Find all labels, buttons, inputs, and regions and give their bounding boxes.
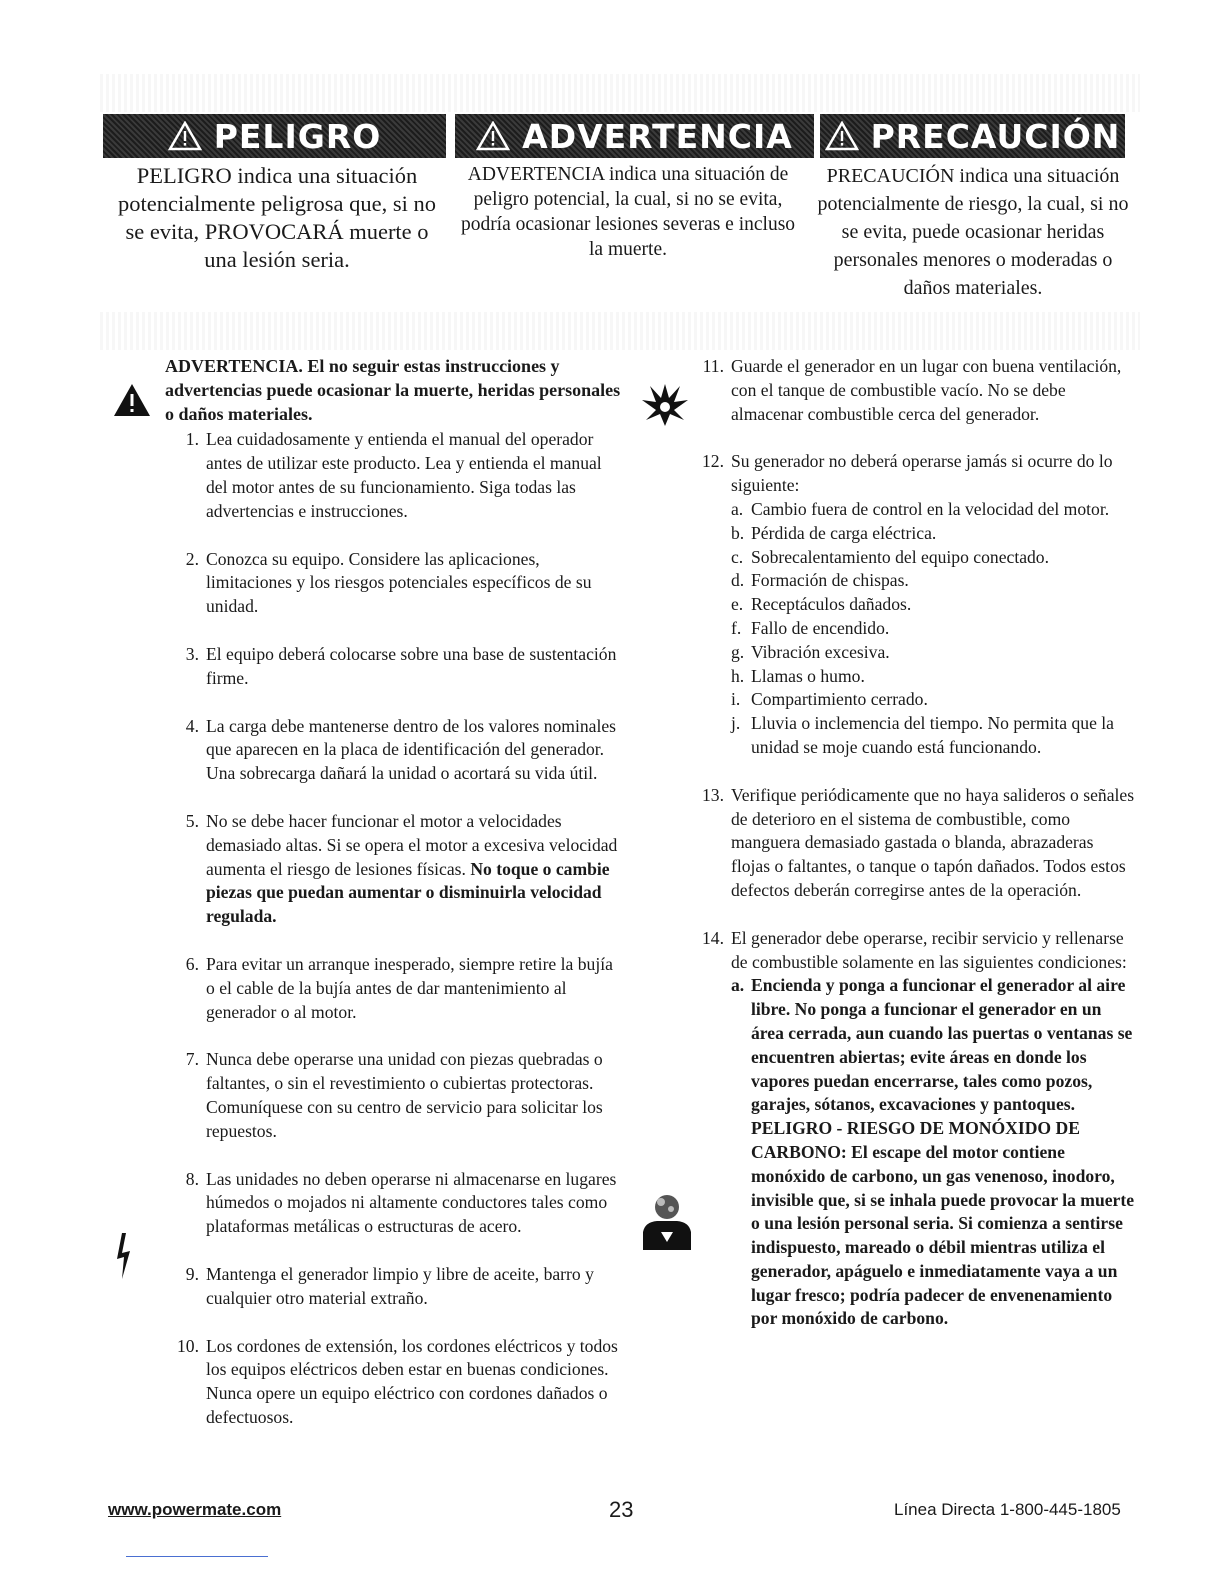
fire-hazard-icon <box>640 380 690 431</box>
warning-triangle-icon <box>825 121 859 151</box>
banner-label: PRECAUCIÓN <box>870 116 1121 156</box>
list-item: 2. Conozca su equipo. Considere las aplicaciones, limitaciones y los riesgos potenciales específicos de su unidad. <box>185 548 592 617</box>
banner-precaucion <box>820 114 1125 158</box>
warning-triangle-icon <box>168 121 202 151</box>
sub-item: d. Formación de chispas. <box>731 570 909 591</box>
banner-advertencia <box>455 114 814 158</box>
electric-shock-icon <box>116 1233 134 1284</box>
bold-warning: No toque o cambie piezas que puedan aumentar o disminuirla velocidad regulada. <box>206 858 610 927</box>
list-item: 7. Nunca debe operarse una unidad con piezas quebradas o faltantes, o sin el revestimiento o cubiertas protectoras. Comuníquese con su centro de servicio para solicitar los repuestos. <box>185 1049 603 1141</box>
banner-label: PELIGRO <box>213 116 382 156</box>
list-item: 3. El equipo deberá colocarse sobre una base de sustentación firme. <box>185 643 617 688</box>
sub-item: f. Fallo de encendido. <box>731 617 890 638</box>
list-item: 11. Guarde el generador en un lugar con buena ventilación, con el tanque de combustible vacío. No se debe almacenar combustible cerca del generador. <box>702 356 1122 424</box>
advertencia-description: ADVERTENCIA indica una situación de peligro potencial, la cual, si no se evita, podría ocasionar lesiones severas e incluso la muerte. <box>460 164 796 260</box>
sub-item: e. Receptáculos dañados. <box>731 594 912 615</box>
sub-item: c. Sobrecalentamiento del equipo conectado. <box>731 546 1050 567</box>
list-item: 4. La carga debe mantenerse dentro de los valores nominales que aparecen en la placa de identificación del generador. Una sobrecarga dañará la unidad o acortará su vida útil. <box>185 715 617 784</box>
right-column <box>695 355 1135 1355</box>
list-item: 5. No se debe hacer funcionar el motor a velocidades demasiado altas. Si se opera el motor a excesiva velocidad aumenta el riesgo de lesiones físicas. No toque o cambie piezas que puedan aumentar o disminuirla velocidad regulada. <box>185 810 618 927</box>
sub-item: a. Cambio fuera de control en la velocidad del motor. <box>731 498 1110 519</box>
website-link[interactable]: www.powermate.com <box>108 1500 282 1519</box>
page-number: 23 <box>609 1497 634 1522</box>
list-item: 12. Su generador no deberá operarse jamás si ocurre do lo siguiente: a. Cambio fuera de control en la velocidad del motor. b. Pérdida de carga eléctrica. c. Sobrecalentamiento del equipo conectado. d. Formación de chispas. e. Receptáculos dañados. f. Fallo de encendido. g. Vibración excesiva. h. Llamas o humo. i. Compartimiento cerrado. j. Lluvia o inclemencia del tiempo. No permita que la unidad se moje cuando está funcionando. <box>695 450 1135 759</box>
header-decoration <box>100 74 1140 112</box>
banner-label: ADVERTENCIA <box>522 116 793 156</box>
list-item: 8. Las unidades no deben operarse ni almacenarse en lugares húmedos o mojados ni altamente conductores tales como plataformas metálicas o estructuras de acero. <box>185 1168 617 1237</box>
left-column <box>165 355 625 1430</box>
list-item: 14. El generador debe operarse, recibir servicio y rellenarse de combustible solamente en las siguientes condiciones: a. Encienda y ponga a funcionar el generador al aire libre. No ponga a funcionar el generador en un área cerrada, aun cuando las puertas o ventanas se encuentren abiertas; evite áreas en donde los vapores puedan encerrarse, tales como pozos, garajes, sótanos, excavaciones y pantoques. PELIGRO - RIESGO DE MONÓXIDO DE CARBONO: El escape del motor contiene monóxido de carbono, un gas venenoso, inodoro, invisible que, si se inhala puede provocar la muerte o una lesión personal seria. Si comienza a sentirse indispuesto, mareado o débil mientras utiliza el generador, apáguelo e inmediatamente vaya a un lugar fresco; podría padecer de envenenamiento por monóxido de carbono. <box>695 927 1135 1332</box>
sub-item: a. Encienda y ponga a funcionar el generador al aire libre. No ponga a funcionar el generador en un área cerrada, aun cuando las puertas o ventanas se encuentren abiertas; evite áreas en donde los vapores puedan encerrarse, tales como pozos, garajes, sótanos, excavaciones y pantoques. PELIGRO - RIESGO DE MONÓXIDO DE CARBONO: El escape del motor contiene monóxido de carbono, un gas venenoso, inodoro, invisible que, si se inhala puede provocar la muerte o una lesión personal seria. Si comienza a sentirse indispuesto, mareado o débil mientras utiliza el generador, apáguelo e inmediatamente vaya a un lugar fresco; podría padecer de envenenamiento por monóxido de carbono. <box>731 975 1135 1329</box>
sub-item: i. Compartimiento cerrado. <box>731 689 928 710</box>
sub-item: j. Lluvia o inclemencia del tiempo. No permita que la unidad se moje cuando está funcionando. <box>731 713 1114 757</box>
list-item: 13. Verifique periódicamente que no haya salideros o señales de deterioro en el sistema de combustible, como manguera demasiado gastada o blanda, abrazaderas flojas o faltantes, o tanque o tapón dañados. Todos estos defectos deberán corregirse antes de la operación. <box>702 784 1135 900</box>
list-item: 9. Mantenga el generador limpio y libre de aceite, barro y cualquier otro material extraño. <box>185 1263 594 1308</box>
hotline: Línea Directa 1-800-445-1805 <box>894 1500 1121 1519</box>
warning-triangle-icon <box>113 383 151 422</box>
carbon-monoxide-icon <box>637 1192 693 1257</box>
section-divider-decoration <box>100 312 1140 350</box>
list-item: 6. Para evitar un arranque inesperado, siempre retire la bujía o el cable de la bujía antes de dar mantenimiento al generador o al motor. <box>185 953 613 1022</box>
intro-warning: ADVERTENCIA. El no seguir estas instrucciones y advertencias puede ocasionar la muerte, heridas personales o daños materiales. <box>165 356 621 424</box>
list-item: 1. Lea cuidadosamente y entienda el manual del operador antes de utilizar este producto. Lea y entienda el manual del motor antes de su funcionamiento. Siga todas las advertencias e instrucciones. <box>185 429 602 521</box>
peligro-description: PELIGRO indica una situación potencialmente peligrosa que, si no se evita, PROVOCARÁ muerte o una lesión seria. <box>117 163 437 272</box>
warning-triangle-icon <box>476 121 510 151</box>
list-item: 10. Los cordones de extensión, los cordones eléctricos y todos los equipos eléctricos deben estar en buenas condiciones. Nunca opere un equipo eléctrico con cordones dañados o defectuosos. <box>177 1335 618 1427</box>
precaucion-description: PRECAUCIÓN indica una situación potencialmente de riesgo, la cual, si no se evita, puede ocasionar heridas personales menores o moderadas o daños materiales. <box>817 165 1129 299</box>
footer-rule <box>126 1556 268 1557</box>
sub-item: b. Pérdida de carga eléctrica. <box>731 522 937 543</box>
sub-item: g. Vibración excesiva. <box>731 641 890 662</box>
banner-peligro <box>103 114 446 158</box>
sub-item: h. Llamas o humo. <box>731 665 865 686</box>
